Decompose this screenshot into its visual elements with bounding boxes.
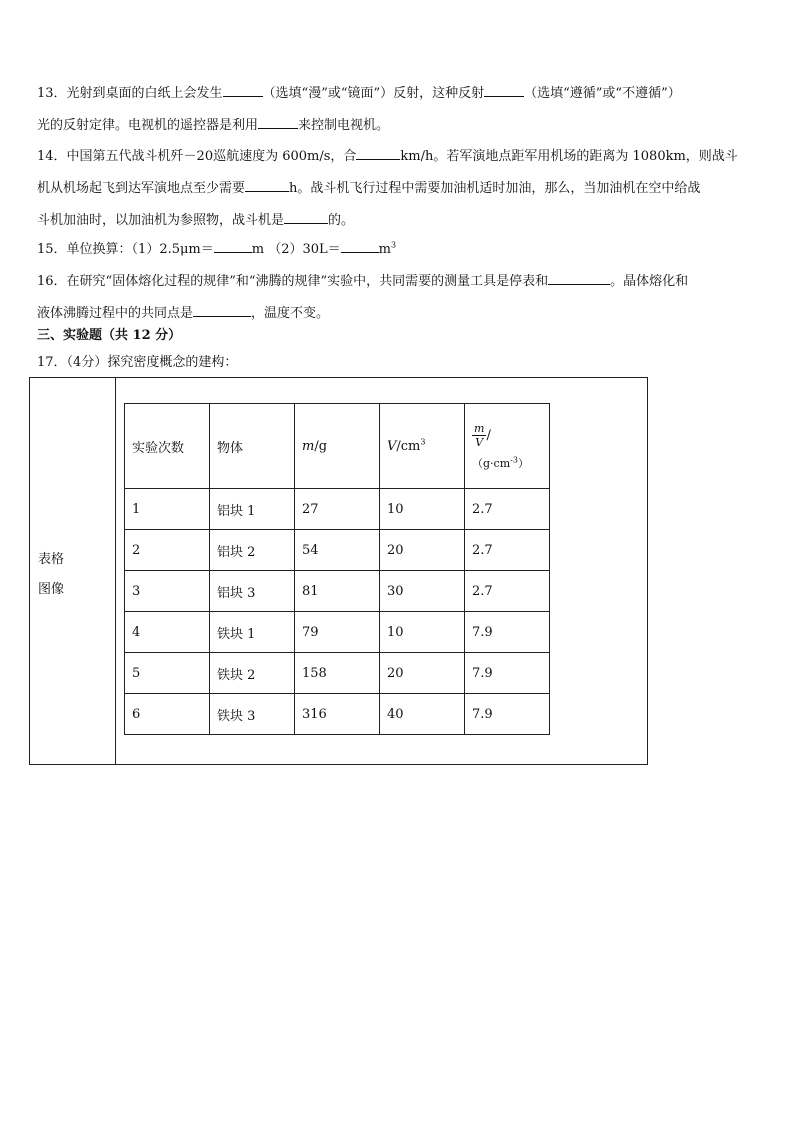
cell-volume: 30: [380, 571, 465, 612]
mass-symbol: m: [302, 438, 315, 454]
cell-volume: 20: [380, 530, 465, 571]
answer-blank[interactable]: [223, 82, 263, 97]
table-row: [125, 489, 550, 530]
ratio-unit-close: ）: [517, 456, 529, 470]
volume-exponent: 3: [420, 437, 426, 447]
cell-trial: 5: [125, 653, 210, 694]
header-volume: [380, 404, 465, 489]
ratio-fraction: [472, 422, 486, 449]
table-row: [125, 571, 550, 612]
q16-text-b: 。晶体熔化和: [610, 274, 689, 289]
answer-blank[interactable]: [193, 302, 251, 317]
cell-object: 铁块 1: [210, 612, 295, 653]
answer-blank[interactable]: [258, 114, 298, 129]
question-14-line-1: [37, 145, 759, 167]
q13-text-b: （选填“漫”或“镜面”）反射，这种反射: [262, 86, 485, 101]
q16-text-c: 液体沸腾过程中的共同点是: [37, 306, 194, 321]
q15-exponent: 3: [391, 240, 397, 250]
question-13-line-1: [37, 82, 759, 104]
cell-trial: 6: [125, 694, 210, 735]
cell-object: 铝块 1: [210, 489, 295, 530]
cell-trial: 2: [125, 530, 210, 571]
cell-ratio: 7.9: [465, 694, 550, 735]
cell-mass: 79: [295, 612, 380, 653]
cell-object: 铁块 2: [210, 653, 295, 694]
q14-text-b: km/h。若军演地点距军用机场的距离为 1080km，则战斗: [400, 149, 738, 164]
question-16-line-1: [37, 270, 759, 292]
cell-mass: 27: [295, 489, 380, 530]
q14-text-d: h。战斗机飞行过程中需要加油机适时加油，那么，当加油机在空中给战: [289, 181, 701, 196]
question-14-line-3: [37, 209, 759, 231]
q16-text-a: 16．在研究“固体熔化过程的规律”和“沸腾的规律”实验中，共同需要的测量工具是停表和: [37, 274, 549, 289]
cell-volume: 10: [380, 612, 465, 653]
cell-volume: 20: [380, 653, 465, 694]
question-15: [37, 238, 759, 260]
answer-blank[interactable]: [548, 270, 610, 285]
question-14: [37, 145, 759, 231]
cell-mass: 81: [295, 571, 380, 612]
header-ratio: [465, 404, 550, 489]
q15-text-c: m: [378, 242, 391, 257]
frame-divider: [115, 378, 116, 764]
header-trial: 实验次数: [125, 404, 210, 489]
ratio-unit: [472, 455, 549, 471]
ratio-denominator: V: [475, 435, 484, 449]
q14-text-a: 14．中国第五代战斗机歼－20巡航速度为 600m/s，合: [37, 149, 357, 164]
ratio-unit-exponent: -3: [510, 454, 518, 464]
q14-text-c: 机从机场起飞到达军演地点至少需要: [37, 181, 246, 196]
header-object: 物体: [210, 404, 295, 489]
q13-text-a: 13．光射到桌面的白纸上会发生: [37, 86, 223, 101]
volume-unit: /cm: [396, 438, 421, 454]
header-mass: [295, 404, 380, 489]
question-16: [37, 270, 759, 324]
cell-mass: 316: [295, 694, 380, 735]
question-17: 17．（4分）探究密度概念的建构：: [37, 355, 238, 370]
question-14-line-2: [37, 177, 759, 199]
section-heading: 三、实验题（共 12 分）: [37, 328, 182, 343]
table-row: [125, 612, 550, 653]
mass-unit: /g: [314, 438, 328, 454]
answer-blank[interactable]: [356, 145, 400, 160]
volume-symbol: V: [387, 438, 397, 454]
cell-ratio: 2.7: [465, 571, 550, 612]
q14-text-e: 斗机加油时，以加油机为参照物，战斗机是: [37, 213, 285, 228]
question-13-line-2: [37, 114, 759, 136]
cell-ratio: 2.7: [465, 489, 550, 530]
cell-trial: 4: [125, 612, 210, 653]
table-header-row: [125, 404, 550, 489]
answer-blank[interactable]: [284, 209, 328, 224]
question-16-line-2: [37, 302, 759, 324]
side-label-graph: 图像: [38, 582, 65, 597]
q13-text-e: 来控制电视机。: [298, 118, 390, 133]
cell-object: 铝块 2: [210, 530, 295, 571]
cell-ratio: 2.7: [465, 530, 550, 571]
cell-volume: 40: [380, 694, 465, 735]
cell-volume: 10: [380, 489, 465, 530]
answer-blank[interactable]: [341, 238, 379, 253]
density-data-table: [124, 403, 550, 735]
q13-text-c: （选填“遵循”或“不遵循”）: [524, 86, 681, 101]
ratio-unit-text: （g·cm: [472, 456, 511, 470]
table-row: [125, 530, 550, 571]
ratio-numerator: m: [474, 421, 485, 435]
answer-blank[interactable]: [214, 238, 252, 253]
cell-object: 铁块 3: [210, 694, 295, 735]
answer-blank[interactable]: [484, 82, 524, 97]
table-row: [125, 653, 550, 694]
q16-text-d: ，温度不变。: [251, 306, 330, 321]
table-row: [125, 694, 550, 735]
cell-trial: 3: [125, 571, 210, 612]
question-13: [37, 82, 759, 136]
q14-text-f: 的。: [328, 213, 355, 228]
cell-mass: 54: [295, 530, 380, 571]
side-label-table: 表格: [38, 552, 65, 567]
cell-mass: 158: [295, 653, 380, 694]
q15-text-b: m （2）30L＝: [251, 242, 341, 257]
q13-text-d: 光的反射定律。电视机的遥控器是利用: [37, 118, 259, 133]
ratio-slash: /: [486, 427, 491, 443]
answer-blank[interactable]: [245, 177, 289, 192]
cell-ratio: 7.9: [465, 612, 550, 653]
q15-text-a: 15．单位换算：（1）2.5μm＝: [37, 242, 214, 257]
cell-object: 铝块 3: [210, 571, 295, 612]
cell-ratio: 7.9: [465, 653, 550, 694]
cell-trial: 1: [125, 489, 210, 530]
